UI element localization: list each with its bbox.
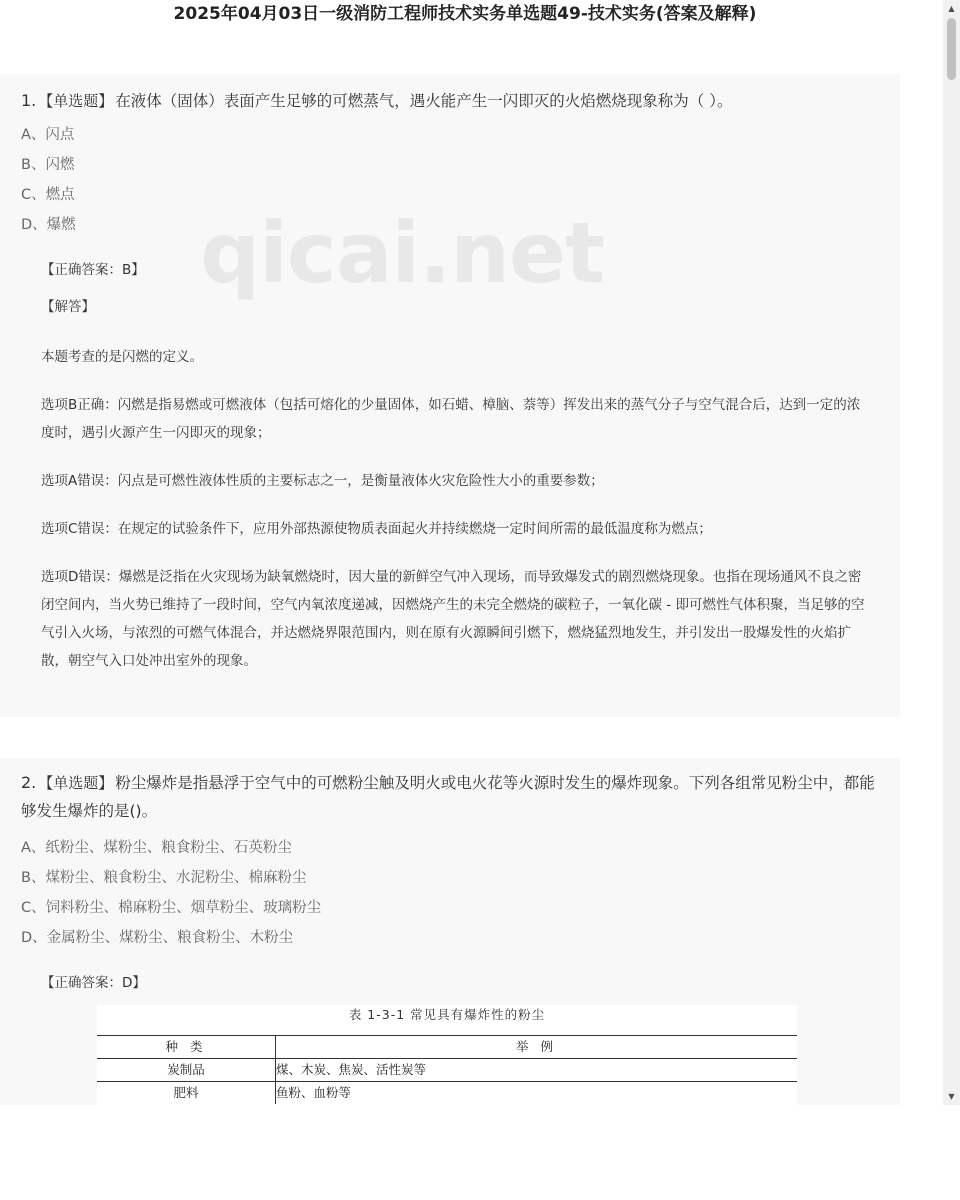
question-type: 【单选题】 [38,92,114,110]
analysis-paragraph: 选项C错误：在规定的试验条件下，应用外部热源使物质表面起火并持续燃烧一定时间所需的最低温度称为燃点； [41,521,712,537]
watermark: qicai.net [200,204,605,302]
table-cell: 炭制品 [97,1059,276,1082]
table-cell: 肥料 [97,1082,276,1105]
option-c[interactable]: C、饲料粉尘、棉麻粉尘、烟草粉尘、玻璃粉尘 [21,900,322,916]
table-header: 种 类 [97,1036,276,1059]
analysis-paragraph: 选项A错误：闪点是可燃性液体性质的主要标志之一，是衡量液体火灾危险性大小的重要参数； [41,473,604,489]
vertical-scrollbar[interactable] [943,0,960,1105]
scroll-thumb[interactable] [947,18,956,80]
option-c[interactable]: C、燃点 [21,187,75,203]
analysis-label: 【解答】 [41,299,95,315]
question-number: 1. [21,91,37,110]
option-list [21,833,900,953]
correct-answer: 【正确答案：B】 [41,262,145,278]
question-number: 2. [21,773,37,792]
table-caption: 表 1-3-1 常见具有爆炸性的粉尘 [348,1007,546,1022]
option-b[interactable]: B、闪燃 [21,157,75,173]
table-cell: 煤、木炭、焦炭、活性炭等 [276,1059,798,1082]
scroll-down-arrow-icon[interactable]: ▼ [948,1092,955,1101]
table [97,1035,797,1104]
question-type: 【单选题】 [38,774,114,792]
option-d[interactable]: D、爆燃 [21,217,76,233]
table-cell: 鱼粉、血粉等 [276,1085,352,1100]
option-b[interactable]: B、煤粉尘、粮食粉尘、水泥粉尘、棉麻粉尘 [21,870,307,886]
table-row [97,1082,797,1105]
option-a[interactable]: A、纸粉尘、煤粉尘、粮食粉尘、石英粉尘 [21,840,292,856]
page-title: 2025年04月03日一级消防工程师技术实务单选题49-技术实务(答案及解释) [173,4,757,24]
correct-answer: 【正确答案：D】 [41,975,146,991]
question-text: 粉尘爆炸是指悬浮于空气中的可燃粉尘触及明火或电火花等火源时发生的爆炸现象。下列各组常见粉尘中，都能够发生爆炸的是()。 [21,774,875,820]
question-stem [0,74,900,115]
option-a[interactable]: A、闪点 [21,127,75,143]
dust-table [97,1005,797,1105]
analysis-paragraph: 选项D错误：爆燃是泛指在火灾现场为缺氧燃烧时，因大量的新鲜空气冲入现场，而导致爆发式的剧烈燃烧现象。也指在现场通风不良之密闭空间内，当火势已维持了一段时间，空气内氧浓度递减，因燃烧产生的未完全燃烧的碳粒子，一氧化碳 - 即可燃性气体积聚，当足够的空气引入火场，与浓烈的可燃气体混合，并达燃烧界限范围内，则在原有火源瞬间引燃下，燃烧猛烈地发生，并引发出一股爆发性的火焰扩散，朝空气入口处冲出室外的现象。 [41,569,865,669]
question-card [0,74,900,717]
scroll-up-arrow-icon[interactable]: ▲ [948,4,955,13]
option-d[interactable]: D、金属粉尘、煤粉尘、粮食粉尘、木粉尘 [21,930,294,946]
option-list [21,120,900,240]
table-row [97,1059,797,1082]
table-header-row [97,1036,797,1059]
question-text: 在液体（固体）表面产生足够的可燃蒸气，遇火能产生一闪即灭的火焰燃烧现象称为（ ）。 [115,92,733,110]
analysis-paragraph: 选项B正确：闪燃是指易燃或可燃液体（包括可熔化的少量固体，如石蜡、樟脑、萘等）挥发出来的蒸气分子与空气混合后，达到一定的浓度时，遇引火源产生一闪即灭的现象； [41,397,861,441]
analysis-paragraph: 本题考查的是闪燃的定义。 [41,349,203,365]
question-card [0,758,900,1105]
question-stem [0,758,900,825]
table-header: 举 例 [276,1036,798,1059]
